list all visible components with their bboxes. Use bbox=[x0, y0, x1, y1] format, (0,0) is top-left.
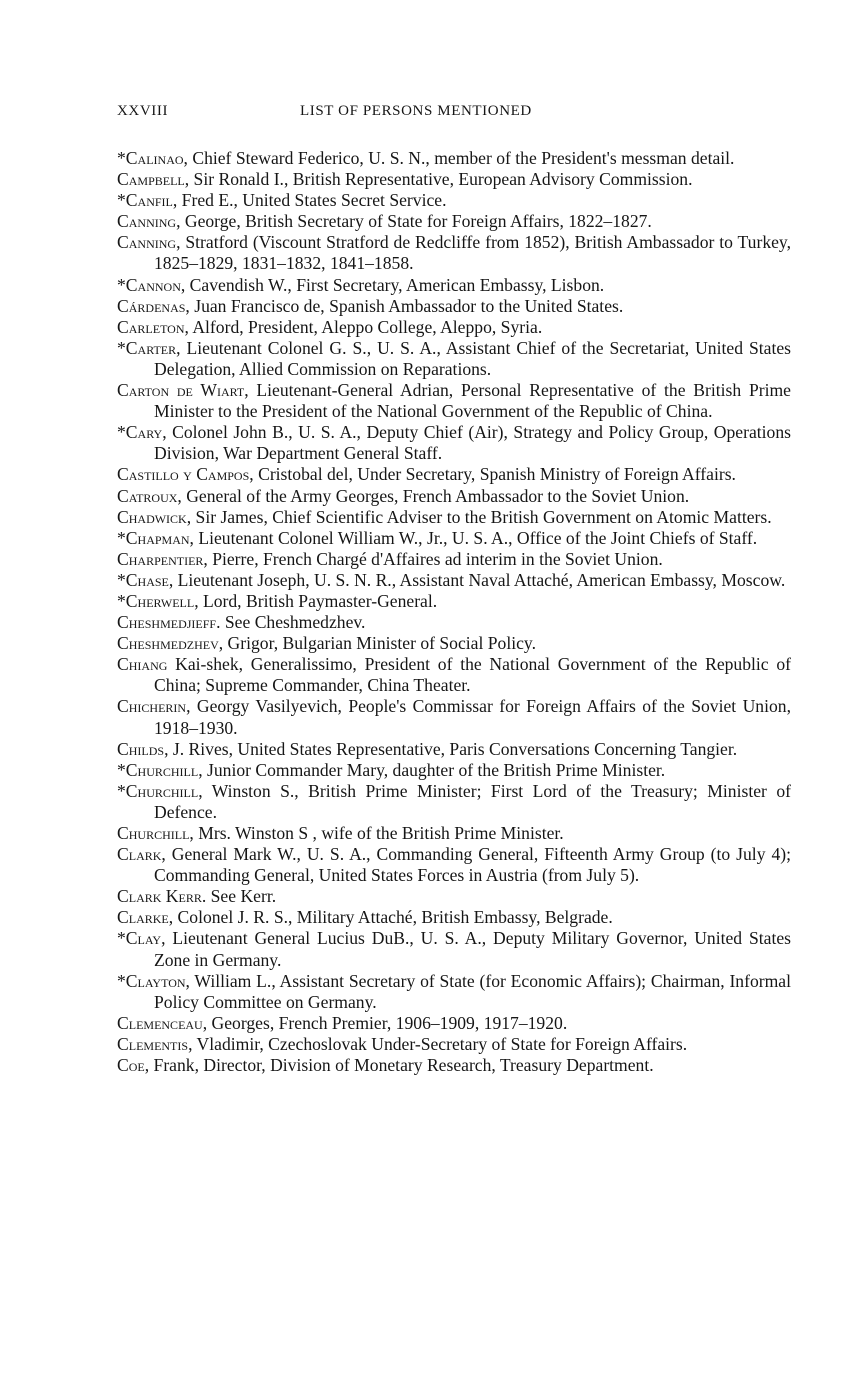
person-description: , Lord, British Paymaster-General. bbox=[194, 590, 438, 611]
person-name: Chadwick bbox=[117, 506, 187, 527]
person-entry bbox=[117, 275, 791, 296]
person-description: , Lieutenant-General Adrian, Personal Representative of the British Prime Minister to the President of the National Government of the Republic of China. bbox=[154, 380, 791, 422]
person-name: * Cary bbox=[117, 422, 162, 442]
person-name: * Calinao bbox=[117, 148, 184, 168]
person-description: , Lieutenant Joseph, U. S. N. R., Assistant Naval Attaché, American Embassy, Moscow. bbox=[168, 569, 786, 590]
person-description: , Lieutenant Colonel William W., Jr., U. S. A., Office of the Joint Chiefs of Staff. bbox=[189, 527, 758, 548]
person-entry bbox=[117, 169, 791, 190]
person-entry bbox=[117, 654, 791, 696]
person-name: * Chase bbox=[117, 570, 169, 590]
person-name: Cheshmedjieff bbox=[117, 612, 217, 633]
person-name: Chiang bbox=[117, 654, 168, 675]
person-description: , Juan Francisco de, Spanish Ambassador to the United States. bbox=[185, 295, 624, 316]
person-description: , Junior Commander Mary, daughter of the British Prime Minister. bbox=[198, 759, 666, 780]
person-description: , Fred E., United States Secret Service. bbox=[172, 190, 447, 211]
person-name: * Clay bbox=[117, 928, 161, 948]
person-name: Clarke bbox=[117, 907, 169, 928]
person-entry bbox=[117, 486, 791, 507]
person-name: Coe bbox=[117, 1055, 145, 1076]
person-entry bbox=[117, 1055, 791, 1076]
person-entry bbox=[117, 190, 791, 211]
person-description: , Alford, President, Aleppo College, Aleppo, Syria. bbox=[184, 316, 543, 337]
person-entry bbox=[117, 886, 791, 907]
page-number: XXVIII bbox=[117, 103, 169, 119]
person-description: , Vladimir, Czechoslovak Under-Secretary of State for Foreign Affairs. bbox=[188, 1033, 688, 1054]
person-entry bbox=[117, 549, 791, 570]
person-name: Cárdenas bbox=[117, 295, 186, 316]
person-entry bbox=[117, 1013, 791, 1034]
person-entry bbox=[117, 317, 791, 338]
person-description: , Colonel J. R. S., Military Attaché, British Embassy, Belgrade. bbox=[168, 907, 613, 928]
person-description: , Winston S., British Prime Minister; First Lord of the Treasury; Minister of Defence. bbox=[154, 780, 791, 822]
person-name: Clark Kerr bbox=[117, 886, 202, 907]
person-description: , George, British Secretary of State for Foreign Affairs, 1822–1827. bbox=[176, 211, 652, 232]
person-name: Clemenceau bbox=[117, 1012, 203, 1033]
person-name: * Churchill bbox=[117, 760, 198, 780]
person-name: Carton de Wiart bbox=[117, 380, 245, 401]
person-description: , General of the Army Georges, French Ambassador to the Soviet Union. bbox=[177, 485, 690, 506]
person-description: , Lieutenant Colonel G. S., U. S. A., Assistant Chief of the Secretariat, United States Delegation, Allied Commission on Reparations. bbox=[154, 337, 791, 379]
person-name: * Carter bbox=[117, 338, 176, 358]
person-name: * Canfil bbox=[117, 190, 173, 210]
person-entry bbox=[117, 148, 791, 169]
person-description: , Cristobal del, Under Secretary, Spanish Ministry of Foreign Affairs. bbox=[249, 464, 736, 485]
person-description: , Chief Steward Federico, U. S. N., member of the President's messman detail. bbox=[183, 148, 735, 168]
person-name: * Cannon bbox=[117, 275, 181, 295]
person-entry bbox=[117, 844, 791, 886]
person-name: Childs bbox=[117, 738, 165, 759]
person-name: Charpentier bbox=[117, 548, 204, 569]
person-name: Castillo y Campos bbox=[117, 464, 250, 485]
person-name: Carleton bbox=[117, 316, 185, 337]
person-entry bbox=[117, 570, 791, 591]
person-description: . See Kerr. bbox=[201, 886, 277, 907]
person-entry bbox=[117, 696, 791, 738]
person-name: Churchill bbox=[117, 823, 190, 843]
person-entry bbox=[117, 232, 791, 274]
person-name: Canning bbox=[117, 232, 177, 253]
person-description: , Lieutenant General Lucius DuB., U. S. A., Deputy Military Governor, United States Zone in Germany. bbox=[154, 928, 791, 970]
person-entry bbox=[117, 928, 791, 970]
person-entry bbox=[117, 464, 791, 485]
running-title: LIST OF PERSONS MENTIONED bbox=[300, 103, 532, 119]
person-name: * Churchill bbox=[117, 781, 198, 801]
person-entry bbox=[117, 907, 791, 928]
person-name: * Cherwell bbox=[117, 591, 194, 611]
person-description: , Cavendish W., First Secretary, American Embassy, Lisbon. bbox=[180, 274, 605, 295]
person-entry bbox=[117, 380, 791, 422]
person-description: , Mrs. Winston S , wife of the British Prime Minister. bbox=[189, 823, 564, 843]
person-description: Kai-shek, Generalissimo, President of the National Government of the Republic of China; Supreme Commander, China Theater. bbox=[154, 654, 791, 696]
person-description: , Frank, Director, Division of Monetary Research, Treasury Department. bbox=[144, 1055, 654, 1076]
person-entry bbox=[117, 612, 791, 633]
person-description: , Pierre, French Chargé d'Affaires ad interim in the Soviet Union. bbox=[203, 548, 663, 569]
person-description: , General Mark W., U. S. A., Commanding General, Fifteenth Army Group (to July 4); Commanding General, United States Forces in Austria (from July 5). bbox=[154, 844, 791, 886]
persons-list bbox=[117, 148, 791, 1076]
person-description: , Sir James, Chief Scientific Adviser to the British Government on Atomic Matters. bbox=[186, 506, 772, 527]
person-entry bbox=[117, 781, 791, 823]
person-entry bbox=[117, 633, 791, 654]
person-description: . See Cheshmedzhev. bbox=[216, 612, 366, 633]
person-entry bbox=[117, 211, 791, 232]
person-name: Campbell bbox=[117, 169, 185, 190]
person-description: , J. Rives, United States Representative, Paris Conversations Concerning Tangier. bbox=[164, 738, 738, 759]
person-description: , Colonel John B., U. S. A., Deputy Chief (Air), Strategy and Policy Group, Operations Division, War Department General Staff. bbox=[154, 422, 791, 464]
person-description: , Georgy Vasilyevich, People's Commissar for Foreign Affairs of the Soviet Union, 1918–1930. bbox=[154, 696, 791, 738]
person-name: * Chapman bbox=[117, 528, 190, 548]
person-entry bbox=[117, 739, 791, 760]
person-entry bbox=[117, 591, 791, 612]
person-name: Cheshmedzhev bbox=[117, 633, 219, 654]
person-entry bbox=[117, 422, 791, 464]
person-description: , Grigor, Bulgarian Minister of Social Policy. bbox=[218, 633, 536, 654]
person-name: Canning bbox=[117, 211, 177, 232]
person-entry bbox=[117, 296, 791, 317]
person-entry bbox=[117, 507, 791, 528]
person-entry bbox=[117, 971, 791, 1013]
person-entry bbox=[117, 528, 791, 549]
person-description: , Sir Ronald I., British Representative, European Advisory Commission. bbox=[184, 169, 693, 190]
person-name: * Clayton bbox=[117, 971, 186, 991]
person-name: Catroux bbox=[117, 485, 178, 506]
page-header bbox=[117, 103, 791, 125]
person-description: , Stratford (Viscount Stratford de Redcliffe from 1852), British Ambassador to Turkey, 1825–1829, 1831–1832, 1841–1858. bbox=[154, 232, 791, 274]
person-entry bbox=[117, 1034, 791, 1055]
person-entry bbox=[117, 338, 791, 380]
person-description: , Georges, French Premier, 1906–1909, 1917–1920. bbox=[202, 1012, 568, 1033]
person-name: Clementis bbox=[117, 1033, 189, 1054]
person-description: , William L., Assistant Secretary of State (for Economic Affairs); Chairman, Informal Policy Committee on Germany. bbox=[154, 970, 791, 1012]
person-name: Chicherin bbox=[117, 696, 187, 717]
person-entry bbox=[117, 823, 791, 844]
person-entry bbox=[117, 760, 791, 781]
person-name: Clark bbox=[117, 844, 162, 865]
